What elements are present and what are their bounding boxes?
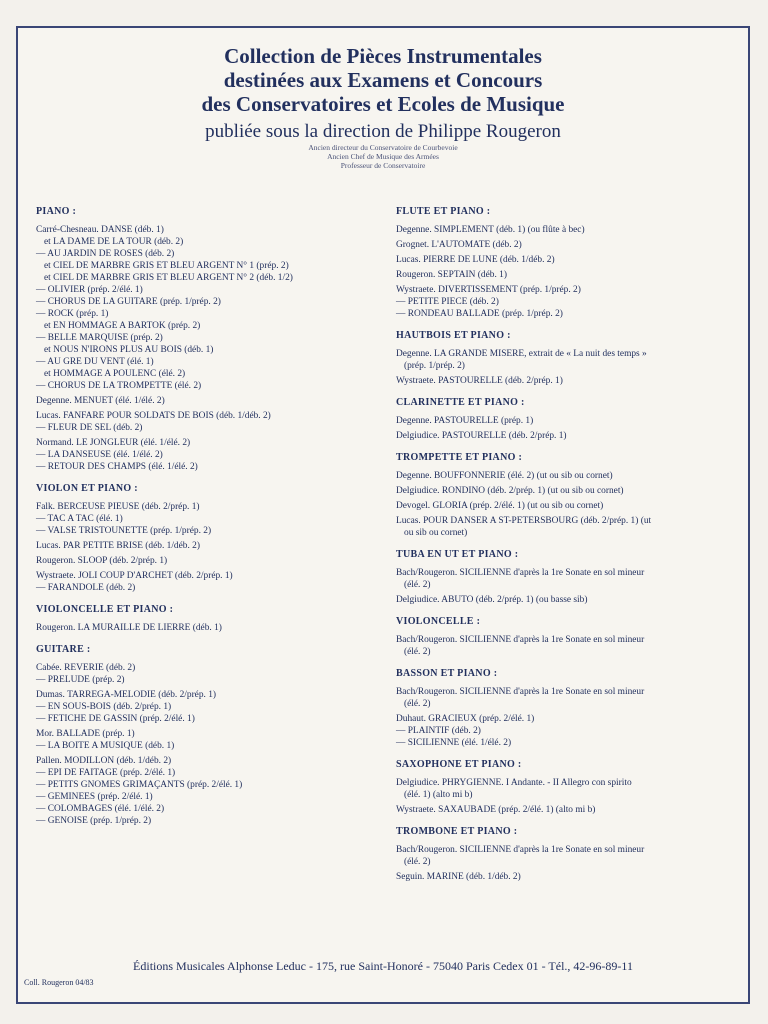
entry-line: Lucas. PAR PETITE BRISE (déb. 1/déb. 2) [36, 541, 200, 551]
catalog-entry [396, 871, 742, 883]
catalog-entry [396, 634, 742, 658]
entry-line: Carré-Chesneau. DANSE (déb. 1) [36, 225, 164, 235]
catalog-entry [396, 594, 742, 606]
catalog-entry [396, 485, 742, 497]
entry-line: et EN HOMMAGE A BARTOK (prép. 2) [44, 321, 201, 331]
entry-line: — EN SOUS-BOIS (déb. 2/prép. 1) [36, 702, 172, 712]
catalog-entry [396, 500, 742, 512]
catalog-entry [36, 755, 376, 827]
section-flute-et-piano [396, 206, 742, 320]
catalog-entry [396, 224, 742, 236]
entry-line: (prép. 1/prép. 2) [404, 361, 465, 371]
section-title: TROMBONE ET PIANO : [396, 826, 518, 837]
entry-line: Degenne. LA GRANDE MISERE, extrait de « La nuit des temps » [396, 349, 647, 359]
catalog-entry [36, 689, 376, 725]
entry-line: — CHORUS DE LA TROMPETTE (élé. 2) [36, 381, 202, 391]
entry-line: — PETITE PIECE (déb. 2) [396, 297, 499, 307]
entry-line: — RETOUR DES CHAMPS (élé. 1/élé. 2) [36, 462, 198, 472]
entry-line: Normand. LE JONGLEUR (élé. 1/élé. 2) [36, 438, 191, 448]
section-piano [36, 206, 376, 473]
catalog-entry [396, 375, 742, 387]
entry-line: — OLIVIER (prép. 2/élé. 1) [36, 285, 143, 295]
entry-line: et CIEL DE MARBRE GRIS ET BLEU ARGENT N° 1 (prép. 2) [44, 261, 289, 271]
catalog-entry [396, 713, 742, 749]
section-guitare [36, 644, 376, 827]
entry-line: Lucas. FANFARE POUR SOLDATS DE BOIS (déb. 1/déb. 2) [36, 411, 271, 421]
entry-line: Delgiudice. RONDINO (déb. 2/prép. 1) (ut ou sib ou cornet) [396, 486, 624, 496]
entry-line: — PETITS GNOMES GRIMAÇANTS (prép. 2/élé. 1) [36, 780, 243, 790]
entry-line: — COLOMBAGES (élé. 1/élé. 2) [36, 804, 165, 814]
section-trompette-et-piano [396, 452, 742, 539]
entry-line: et HOMMAGE A POULENC (élé. 2) [44, 369, 186, 379]
entry-line: — LA DANSEUSE (élé. 1/élé. 2) [36, 450, 163, 460]
entry-line: — TAC A TAC (élé. 1) [36, 514, 123, 524]
entry-line: Dumas. TARREGA-MELODIE (déb. 2/prép. 1) [36, 690, 217, 700]
catalog-entry [396, 269, 742, 281]
catalog-entry [36, 622, 376, 634]
entry-line: Lucas. PIERRE DE LUNE (déb. 1/déb. 2) [396, 255, 555, 265]
entry-line: Devogel. GLORIA (prép. 2/élé. 1) (ut ou sib ou cornet) [396, 501, 604, 511]
section-tuba-en-ut-et-piano [396, 549, 742, 606]
section-title: VIOLONCELLE ET PIANO : [36, 604, 174, 615]
entry-line: Wystraete. SAXAUBADE (prép. 2/élé. 1) (alto mi b) [396, 805, 596, 815]
section-title: TROMPETTE ET PIANO : [396, 452, 523, 463]
entry-line: Rougeron. SEPTAIN (déb. 1) [396, 270, 507, 280]
catalog-entry [36, 540, 376, 552]
entry-line: Falk. BERCEUSE PIEUSE (déb. 2/prép. 1) [36, 502, 200, 512]
catalog-entry [36, 662, 376, 686]
entry-line: Bach/Rougeron. SICILIENNE d'après la 1re Sonate en sol mineur [396, 635, 645, 645]
catalog-entry [36, 224, 376, 392]
entry-line: (élé. 2) [404, 699, 431, 709]
entry-line: (élé. 1) (alto mi b) [404, 790, 473, 800]
entry-line: — BELLE MARQUISE (prép. 2) [36, 333, 163, 343]
credit-line-1: Ancien directeur du Conservatoire de Courbevoie [308, 143, 458, 152]
catalog-entry [396, 515, 742, 539]
catalog-entry [396, 844, 742, 868]
entry-line: — ROCK (prép. 1) [36, 309, 109, 319]
catalog-entry [396, 284, 742, 320]
entry-line: — GENOISE (prép. 1/prép. 2) [36, 816, 152, 826]
section-title: CLARINETTE ET PIANO : [396, 397, 525, 408]
entry-line: Degenne. BOUFFONNERIE (élé. 2) (ut ou sib ou cornet) [396, 471, 613, 481]
catalog-entry [396, 777, 742, 801]
right-column [396, 206, 742, 893]
section-trombone-et-piano [396, 826, 742, 883]
entry-line: Lucas. POUR DANSER A ST-PETERSBOURG (déb. 2/prép. 1) (ut [396, 516, 652, 526]
section-title: VIOLONCELLE : [396, 616, 481, 627]
entry-line: — LA BOITE A MUSIQUE (déb. 1) [36, 741, 175, 751]
entry-line: — CHORUS DE LA GUITARE (prép. 1/prép. 2) [36, 297, 221, 307]
entry-line: Wystraete. DIVERTISSEMENT (prép. 1/prép. 2) [396, 285, 581, 295]
section-title: BASSON ET PIANO : [396, 668, 498, 679]
entry-line: Bach/Rougeron. SICILIENNE d'après la 1re Sonate en sol mineur [396, 687, 645, 697]
entry-line: — PLAINTIF (déb. 2) [396, 726, 481, 736]
entry-line: — PRELUDE (prép. 2) [36, 675, 125, 685]
entry-line: — GEMINEES (prép. 2/élé. 1) [36, 792, 153, 802]
section-title: GUITARE : [36, 644, 91, 655]
entry-line: Rougeron. SLOOP (déb. 2/prép. 1) [36, 556, 168, 566]
subtitle: publiée sous la direction de Philippe Rougeron [205, 121, 561, 142]
catalog-entry [396, 415, 742, 427]
entry-line: et NOUS N'IRONS PLUS AU BOIS (déb. 1) [44, 345, 214, 355]
entry-line: Delgiudice. ABUTO (déb. 2/prép. 1) (ou basse sib) [396, 595, 588, 605]
entry-line: — FLEUR DE SEL (déb. 2) [36, 423, 143, 433]
catalog-entry [396, 254, 742, 266]
header [18, 44, 748, 170]
catalog-entry [396, 430, 742, 442]
entry-line: (élé. 2) [404, 580, 431, 590]
section-title: TUBA EN UT ET PIANO : [396, 549, 519, 560]
entry-line: — FETICHE DE GASSIN (prép. 2/élé. 1) [36, 714, 195, 724]
section-title: VIOLON ET PIANO : [36, 483, 138, 494]
entry-line: Bach/Rougeron. SICILIENNE d'après la 1re Sonate en sol mineur [396, 568, 645, 578]
section-title: SAXOPHONE ET PIANO : [396, 759, 522, 770]
entry-line: ou sib ou cornet) [404, 528, 468, 538]
section-saxophone-et-piano [396, 759, 742, 816]
section-title: FLUTE ET PIANO : [396, 206, 491, 217]
entry-line: Rougeron. LA MURAILLE DE LIERRE (déb. 1) [36, 623, 222, 633]
entry-line: Cabée. REVERIE (déb. 2) [36, 663, 136, 673]
entry-line: (élé. 2) [404, 647, 431, 657]
catalog-entry [36, 501, 376, 537]
credit-line-3: Professeur de Conservatoire [340, 161, 426, 170]
section-basson-et-piano [396, 668, 742, 749]
catalog-entry [396, 348, 742, 372]
collection-code: Coll. Rougeron 04/83 [24, 978, 94, 987]
entry-line: Bach/Rougeron. SICILIENNE d'après la 1re Sonate en sol mineur [396, 845, 645, 855]
section-title: HAUTBOIS ET PIANO : [396, 330, 511, 341]
entry-line: Pallen. MODILLON (déb. 1/déb. 2) [36, 756, 172, 766]
catalog-entry [36, 570, 376, 594]
entry-line: — EPI DE FAITAGE (prép. 2/élé. 1) [36, 768, 176, 778]
entry-line: Mor. BALLADE (prép. 1) [36, 729, 135, 739]
publisher-footer: Éditions Musicales Alphonse Leduc - 175, rue Saint-Honoré - 75040 Paris Cedex 01 - Tél., 42-96-89-11 [133, 959, 633, 973]
entry-line: — FARANDOLE (déb. 2) [36, 583, 136, 593]
section-hautbois-et-piano [396, 330, 742, 387]
entry-line: — SICILIENNE (élé. 1/élé. 2) [396, 738, 512, 748]
catalog-entry [36, 555, 376, 567]
entry-line: Seguin. MARINE (déb. 1/déb. 2) [396, 872, 521, 882]
section-violoncelle [396, 616, 742, 658]
section-clarinette-et-piano [396, 397, 742, 442]
catalog-entry [396, 239, 742, 251]
entry-line: Grognet. L'AUTOMATE (déb. 2) [396, 240, 522, 250]
left-column [36, 206, 376, 837]
page-border [16, 26, 750, 1004]
catalog-entry [396, 686, 742, 710]
entry-line: (élé. 2) [404, 857, 431, 867]
entry-line: Wystraete. PASTOURELLE (déb. 2/prép. 1) [396, 376, 563, 386]
catalog-entry [36, 437, 376, 473]
section-violoncelle-et-piano [36, 604, 376, 634]
catalog-entry [396, 470, 742, 482]
section-title: PIANO : [36, 206, 77, 217]
entry-line: Duhaut. GRACIEUX (prép. 2/élé. 1) [396, 714, 535, 724]
entry-line: et LA DAME DE LA TOUR (déb. 2) [44, 237, 184, 247]
entry-line: — VALSE TRISTOUNETTE (prép. 1/prép. 2) [36, 526, 212, 536]
entry-line: — AU JARDIN DE ROSES (déb. 2) [36, 249, 175, 259]
title-line-3: des Conservatoires et Ecoles de Musique [201, 92, 565, 116]
title-line-1: Collection de Pièces Instrumentales [224, 44, 542, 68]
credit-line-2: Ancien Chef de Musique des Armées [327, 152, 439, 161]
catalog-entry [36, 728, 376, 752]
section-violon-et-piano [36, 483, 376, 594]
entry-line: Degenne. PASTOURELLE (prép. 1) [396, 416, 534, 426]
catalog-entry [36, 410, 376, 434]
entry-line: — AU GRE DU VENT (élé. 1) [36, 357, 154, 367]
catalog-entry [396, 567, 742, 591]
title-line-2: destinées aux Examens et Concours [223, 68, 543, 92]
entry-line: Wystraete. JOLI COUP D'ARCHET (déb. 2/prép. 1) [36, 571, 233, 581]
entry-line: et CIEL DE MARBRE GRIS ET BLEU ARGENT N° 2 (déb. 1/2) [44, 273, 293, 283]
entry-line: Delgiudice. PASTOURELLE (déb. 2/prép. 1) [396, 431, 567, 441]
catalog-entry [36, 395, 376, 407]
entry-line: Delgiudice. PHRYGIENNE. I Andante. - II Allegro con spirito [396, 778, 632, 788]
catalog-entry [396, 804, 742, 816]
entry-line: Degenne. SIMPLEMENT (déb. 1) (ou flûte à bec) [396, 225, 585, 235]
entry-line: Degenne. MENUET (élé. 1/élé. 2) [36, 396, 165, 406]
entry-line: — RONDEAU BALLADE (prép. 1/prép. 2) [396, 309, 563, 319]
